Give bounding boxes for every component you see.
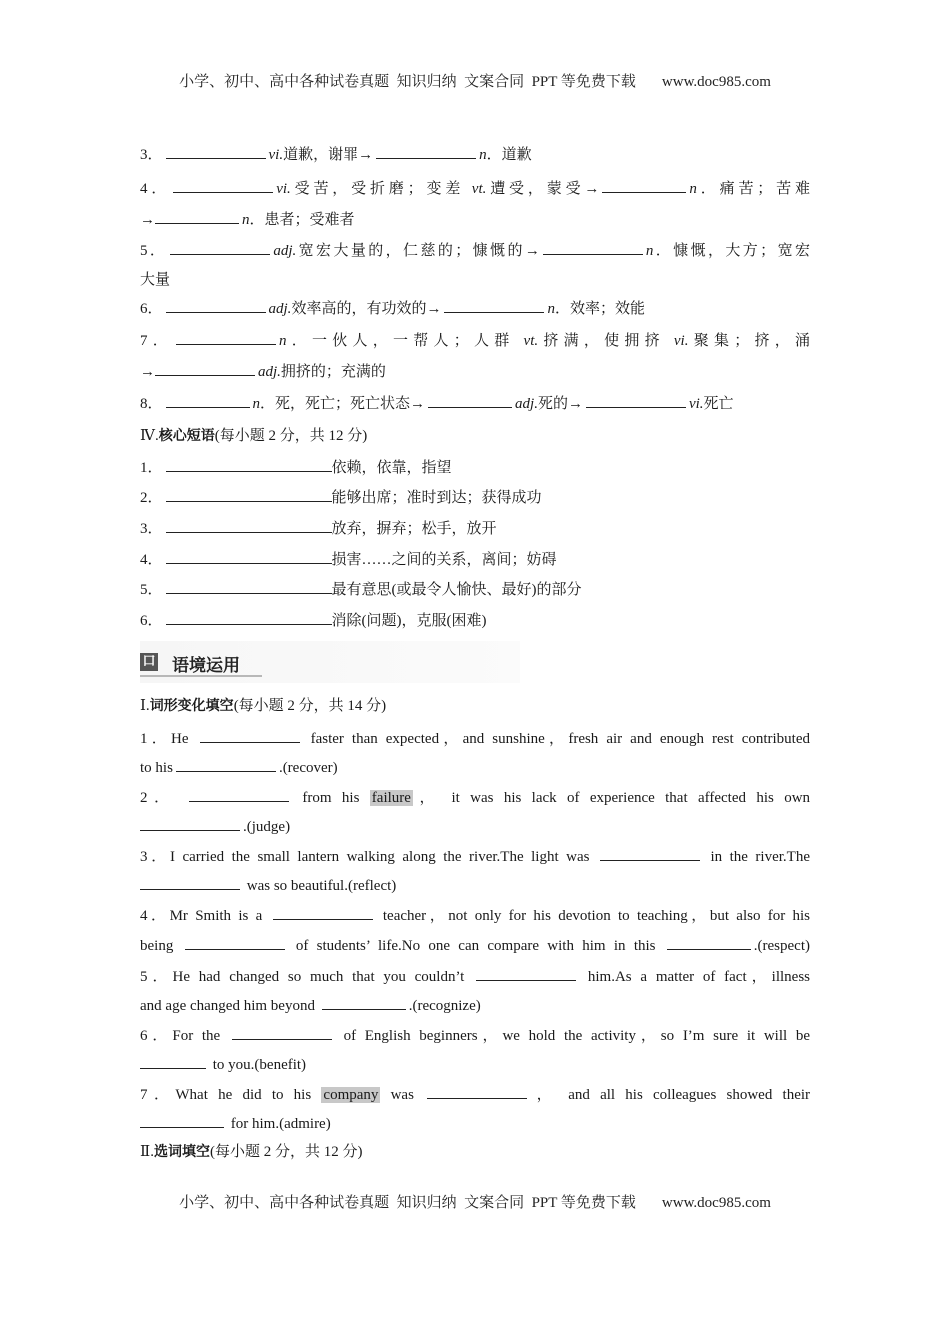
question-2-line-1: 2． from his failure ， it was his lack of experience that affected his own — [140, 787, 810, 808]
question-3-line-2: was so beautiful.(reflect) — [140, 875, 810, 896]
word-form-item-5: 5． adj.宽宏大量的，仁慈的；慷慨的→ n．慷慨，大方；宽宏 — [140, 240, 810, 261]
header-text: 小学、初中、高中各种试卷真题 知识归纳 文案合同 PPT 等免费下载 — [179, 74, 636, 90]
footer-text: 小学、初中、高中各种试卷真题 知识归纳 文案合同 PPT 等免费下载 — [179, 1195, 636, 1211]
question-4-line-1: 4．Mr Smith is a teacher，not only for his devotion to teaching，but also for his — [140, 905, 810, 926]
answer-blank[interactable] — [602, 178, 686, 193]
answer-blank[interactable] — [185, 935, 285, 950]
question-2-line-2: .(judge) — [140, 816, 810, 837]
word-form-item-6: 6． adj.效率高的，有功效的→ n．效率；效能 — [140, 298, 810, 319]
question-4-line-2: being of students’ life.No one can compare with him in this .(respect) — [140, 935, 810, 956]
word-form-item-3: 3． vi.道歉，谢罪→ n．道歉 — [140, 144, 810, 165]
phrase-item: 1． 依赖，依靠，指望 — [140, 457, 810, 478]
answer-blank[interactable] — [189, 787, 289, 802]
phrase-item: 6． 消除(问题)，克服(困难) — [140, 610, 810, 631]
word-form-item-5-cont: 大量 — [140, 272, 171, 288]
part1-title: Ⅰ.词形变化填空(每小题 2 分，共 14 分) — [140, 698, 387, 714]
page-header — [0, 70, 950, 91]
answer-blank[interactable] — [173, 178, 273, 193]
phrase-item: 4． 损害……之间的关系，离间；妨碍 — [140, 549, 810, 570]
answer-blank[interactable] — [600, 846, 700, 861]
answer-blank[interactable] — [428, 393, 512, 408]
answer-blank[interactable] — [273, 905, 373, 920]
answer-blank[interactable] — [155, 361, 255, 376]
phrase-item: 2． 能够出席；准时到达；获得成功 — [140, 487, 810, 508]
question-7-line-1: 7．What he did to his company was ， and all his colleagues showed their — [140, 1084, 810, 1105]
page-footer — [0, 1191, 950, 1212]
question-1-line-1: 1．He faster than expected，and sunshine，fresh air and enough rest contributed — [140, 728, 810, 749]
section-title: 语境运用 — [172, 656, 240, 676]
question-5-line-1: 5．He had changed so much that you couldn’t him.As a matter of fact，illness — [140, 966, 810, 987]
answer-blank[interactable] — [140, 1113, 224, 1128]
answer-blank[interactable] — [543, 240, 643, 255]
question-5-line-2: and age changed him beyond .(recognize) — [140, 995, 810, 1016]
phrases-section-title: Ⅳ.核心短语(每小题 2 分，共 12 分) — [140, 428, 368, 444]
answer-blank[interactable] — [586, 393, 686, 408]
question-6-line-1: 6．For the of English beginners，we hold the activity，so I’m sure it will be — [140, 1025, 810, 1046]
phrase-item: 5． 最有意思(或最令人愉快、最好)的部分 — [140, 579, 810, 600]
answer-blank[interactable] — [176, 330, 276, 345]
word-form-item-7: 7． n．一伙人，一帮人；人群 vt.挤满，使拥挤 vi.聚集；挤，涌 — [140, 330, 810, 351]
answer-blank[interactable] — [376, 144, 476, 159]
part2-title: Ⅱ.选词填空(每小题 2 分，共 12 分) — [140, 1144, 363, 1160]
highlighted-word: company — [323, 1087, 379, 1103]
footer-url[interactable]: www.doc985.com — [661, 1195, 771, 1211]
answer-blank[interactable] — [444, 298, 544, 313]
section-number-icon: 口 — [140, 653, 158, 671]
phrase-item: 3． 放弃，摒弃；松手，放开 — [140, 518, 810, 539]
word-form-item-4-cont: → n．患者；受难者 — [140, 209, 810, 230]
answer-blank[interactable] — [166, 549, 332, 564]
question-3-line-1: 3．I carried the small lantern walking along the river.The light was in the river.The — [140, 846, 810, 867]
answer-blank[interactable] — [322, 995, 406, 1010]
answer-blank[interactable] — [166, 393, 250, 408]
highlighted-word: failure — [371, 790, 411, 806]
answer-blank[interactable] — [476, 966, 576, 981]
answer-blank[interactable] — [176, 757, 276, 772]
question-7-line-2: for him.(admire) — [140, 1113, 810, 1134]
answer-blank[interactable] — [232, 1025, 332, 1040]
question-1-line-2: to his .(recover) — [140, 757, 810, 778]
answer-blank[interactable] — [140, 875, 240, 890]
answer-blank[interactable] — [166, 579, 332, 594]
section-header — [140, 653, 262, 677]
word-form-item-8: 8． n．死，死亡；死亡状态→ adj.死的→ vi.死亡 — [140, 393, 810, 414]
answer-blank[interactable] — [166, 144, 266, 159]
word-form-item-4: 4． vi.受苦，受折磨；变差 vt.遭受，蒙受→ n．痛苦；苦难 — [140, 178, 810, 199]
answer-blank[interactable] — [166, 487, 332, 502]
question-6-line-2: to you.(benefit) — [140, 1054, 810, 1075]
answer-blank[interactable] — [140, 816, 240, 831]
answer-blank[interactable] — [170, 240, 270, 255]
answer-blank[interactable] — [140, 1054, 206, 1069]
word-form-item-7-cont: → adj.拥挤的；充满的 — [140, 361, 810, 382]
answer-blank[interactable] — [667, 935, 751, 950]
answer-blank[interactable] — [427, 1084, 527, 1099]
answer-blank[interactable] — [166, 457, 332, 472]
header-url[interactable]: www.doc985.com — [661, 74, 771, 90]
answer-blank[interactable] — [166, 610, 332, 625]
answer-blank[interactable] — [166, 518, 332, 533]
answer-blank[interactable] — [166, 298, 266, 313]
answer-blank[interactable] — [155, 209, 239, 224]
answer-blank[interactable] — [200, 728, 300, 743]
